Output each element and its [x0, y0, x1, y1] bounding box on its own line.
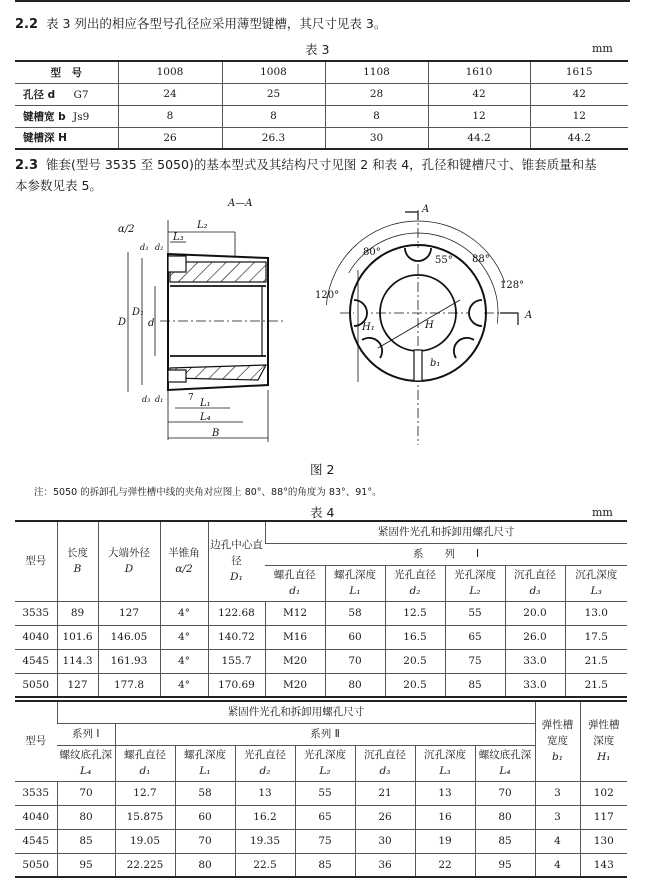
- cell: 21.5: [565, 649, 627, 673]
- cell: 85: [57, 829, 115, 853]
- col-name: 光孔直径: [394, 569, 436, 581]
- cell: 114.3: [57, 649, 98, 673]
- cell: 117: [580, 805, 627, 829]
- cell: 80: [325, 673, 385, 697]
- col-name: 沉孔直径: [514, 569, 556, 581]
- cell: 21: [355, 781, 415, 805]
- model-cell: 1008: [222, 61, 325, 83]
- col-half-angle: [160, 521, 208, 601]
- cell: 4545: [15, 829, 57, 853]
- row-label-text: 键槽宽 b: [23, 110, 66, 123]
- col-sym: b₁: [552, 751, 563, 764]
- sub-col: [235, 745, 295, 781]
- row-label-text: 孔径 d: [23, 88, 56, 101]
- cell: 20.5: [385, 673, 445, 697]
- col-name: 螺孔深度: [184, 749, 226, 761]
- cell: 4040: [15, 625, 57, 649]
- cell: 4°: [160, 601, 208, 625]
- table-4-part1: [15, 520, 627, 698]
- label-d: d: [148, 318, 155, 329]
- cell: 3535: [15, 781, 57, 805]
- label-128deg: 128°: [500, 280, 525, 291]
- cell: 155.7: [208, 649, 265, 673]
- table-3: [15, 60, 628, 150]
- col-sym: H₁: [597, 751, 611, 764]
- table4-title: 表 4: [310, 505, 335, 520]
- cell: 95: [57, 853, 115, 877]
- cell: 42: [428, 83, 530, 105]
- cell: 20.0: [505, 601, 565, 625]
- table-row: [15, 127, 628, 149]
- cell: 13.0: [565, 601, 627, 625]
- sub-col: [475, 745, 535, 781]
- col-name: 光孔直径: [244, 749, 286, 761]
- cell: 4: [535, 829, 580, 853]
- cell: 26: [118, 127, 222, 149]
- cell: 42: [530, 83, 628, 105]
- cell: 4: [535, 853, 580, 877]
- cell: 21.5: [565, 673, 627, 697]
- row-label: [15, 83, 118, 105]
- table-row: [15, 805, 627, 829]
- label-d2: d₂: [155, 243, 164, 252]
- col-sym: L₂: [469, 585, 481, 597]
- cell: 28: [325, 83, 428, 105]
- cell: 8: [325, 105, 428, 127]
- cell: 22.225: [115, 853, 175, 877]
- cell: 12.5: [385, 601, 445, 625]
- sub-col: [505, 565, 565, 601]
- cell: M20: [265, 673, 325, 697]
- series-label: 系 列 I: [265, 543, 627, 565]
- cell: 80: [175, 853, 235, 877]
- col-sym: L₁: [199, 765, 211, 777]
- cell: 3535: [15, 601, 57, 625]
- label-b1: b₁: [430, 358, 441, 369]
- cell: 70: [57, 781, 115, 805]
- col-name: 边孔中心直径: [210, 539, 263, 568]
- label-L3: L₃: [173, 232, 184, 243]
- group-title: 紧固件光孔和拆卸用螺孔尺寸: [57, 701, 535, 723]
- cell: 127: [98, 601, 160, 625]
- cell: 24: [118, 83, 222, 105]
- cell: 8: [118, 105, 222, 127]
- table-row: [15, 781, 627, 805]
- col-hole-center-dia: [208, 521, 265, 601]
- cell: 3: [535, 781, 580, 805]
- col-sym: L₃: [439, 765, 451, 777]
- sub-col: [355, 745, 415, 781]
- col-name: 宽度: [547, 735, 568, 748]
- cell: 55: [445, 601, 505, 625]
- top-rule: [15, 0, 630, 2]
- cell: 33.0: [505, 673, 565, 697]
- col-sym: d₂: [409, 585, 421, 597]
- cell: 70: [325, 649, 385, 673]
- section-2-3: [15, 155, 645, 176]
- cell: 146.05: [98, 625, 160, 649]
- cell: 140.72: [208, 625, 265, 649]
- cell: 8: [222, 105, 325, 127]
- cell: 65: [445, 625, 505, 649]
- section-view: [117, 198, 285, 442]
- model-cell: 1615: [530, 61, 628, 83]
- cell: 85: [295, 853, 355, 877]
- cell: 44.2: [530, 127, 628, 149]
- label-d3-bottom: d₃: [142, 395, 151, 404]
- cell: 89: [57, 601, 98, 625]
- label-A-top: A: [422, 204, 430, 215]
- cell: 85: [445, 673, 505, 697]
- label-seven: 7: [188, 393, 194, 403]
- header-row: [15, 701, 627, 723]
- section-text: 表 3 列出的相应各型号孔径应采用薄型键槽，其尺寸见表 3。: [46, 16, 387, 31]
- cell: 161.93: [98, 649, 160, 673]
- table-row: [15, 649, 627, 673]
- col-name: 光孔深度: [304, 749, 346, 761]
- col-name: 沉孔深度: [575, 569, 618, 581]
- col-name: 螺纹底孔深: [478, 749, 532, 761]
- table3-unit: mm: [592, 42, 613, 55]
- cell: 85: [475, 829, 535, 853]
- section-label: A—A: [228, 198, 253, 209]
- cell: 20.5: [385, 649, 445, 673]
- row-label-text: 键槽深 H: [23, 132, 67, 145]
- cell: 12: [530, 105, 628, 127]
- cell: 4°: [160, 625, 208, 649]
- table-row: [15, 625, 627, 649]
- col-name: 光孔深度: [454, 569, 496, 581]
- cell: 80: [57, 805, 115, 829]
- label-88deg: 88°: [472, 254, 490, 265]
- section-2-3-line2: 本参数见表 5。: [15, 178, 102, 193]
- cell: 13: [415, 781, 475, 805]
- label-d1: d₁: [155, 395, 164, 404]
- cell: 19: [415, 829, 475, 853]
- cell: 5050: [15, 673, 57, 697]
- cell: 4°: [160, 649, 208, 673]
- section-number: 2.3: [15, 158, 39, 173]
- col-sym: α/2: [175, 563, 193, 576]
- label-D: D: [118, 317, 127, 328]
- cell: 30: [325, 127, 428, 149]
- cell: 65: [295, 805, 355, 829]
- tolerance: Js9: [72, 110, 90, 123]
- cell: 4°: [160, 673, 208, 697]
- cell: M12: [265, 601, 325, 625]
- col-sym: d₂: [259, 765, 271, 777]
- sub-col: [175, 745, 235, 781]
- cell: 22: [415, 853, 475, 877]
- table-header-row: [15, 61, 628, 83]
- series-1-label: 系列 I: [57, 723, 115, 745]
- model-cell: 1008: [118, 61, 222, 83]
- col-sym: L₂: [319, 765, 331, 777]
- cell: 19.35: [235, 829, 295, 853]
- group-title: 紧固件光孔和拆卸用螺孔尺寸: [265, 521, 627, 543]
- cell: 5050: [15, 853, 57, 877]
- section-text-line1: 锥套(型号 3535 至 5050)的基本型式及其结构尺寸见图 2 和表 4，孔径和键槽尺寸、锥套质量和基: [46, 157, 597, 172]
- cell: 60: [325, 625, 385, 649]
- cell: 26.3: [222, 127, 325, 149]
- cell: 44.2: [428, 127, 530, 149]
- sub-col: [445, 565, 505, 601]
- col-name: 螺纹底孔深: [59, 749, 112, 761]
- header-cell: 型 号: [15, 61, 118, 83]
- series-2-label: 系列 Ⅱ: [115, 723, 535, 745]
- cell: 58: [325, 601, 385, 625]
- sub-col: [415, 745, 475, 781]
- table4-unit: mm: [592, 506, 613, 519]
- cell: 101.6: [57, 625, 98, 649]
- cell: 17.5: [565, 625, 627, 649]
- cell: 102: [580, 781, 627, 805]
- header-row: [15, 521, 627, 543]
- cell: 70: [175, 829, 235, 853]
- cell: 4040: [15, 805, 57, 829]
- sub-col: [265, 565, 325, 601]
- col-name: 弹性槽: [541, 719, 574, 732]
- sub-col: [57, 745, 115, 781]
- sub-col: [385, 565, 445, 601]
- col-sym: d₁: [289, 585, 301, 597]
- label-H: H: [425, 320, 434, 331]
- col-name: 沉孔直径: [364, 749, 406, 761]
- cell: 55: [295, 781, 355, 805]
- figure-note: 注：5050 的拆卸孔与弹性槽中线的夹角对应图上 80°、88°的角度为 83°、91°。: [34, 487, 382, 498]
- cell: 80: [475, 805, 535, 829]
- cell: 19.05: [115, 829, 175, 853]
- section-number: 2.2: [15, 17, 39, 32]
- col-name: 深度: [593, 735, 615, 748]
- col-outer-dia: [98, 521, 160, 601]
- cell: 36: [355, 853, 415, 877]
- col-slot-depth: [580, 701, 627, 781]
- cell: 58: [175, 781, 235, 805]
- col-name: 螺孔直径: [273, 569, 316, 581]
- table-4-part2: [15, 700, 627, 878]
- col-sym: L₃: [590, 585, 602, 597]
- cell: 60: [175, 805, 235, 829]
- cell: 26.0: [505, 625, 565, 649]
- model-cell: 1610: [428, 61, 530, 83]
- table-row: [15, 83, 628, 105]
- section-2-2: [15, 14, 386, 35]
- label-L1: L₁: [200, 398, 211, 409]
- col-model: 型号: [15, 701, 57, 781]
- tolerance: G7: [73, 88, 89, 101]
- cell: 13: [235, 781, 295, 805]
- label-80deg: 80°: [363, 247, 381, 258]
- figure-caption: 图 2: [310, 462, 335, 477]
- cell: 130: [580, 829, 627, 853]
- cell: 25: [222, 83, 325, 105]
- table3-title: 表 3: [305, 42, 330, 57]
- col-sym: D₁: [230, 571, 243, 584]
- col-name: 半锥角: [168, 547, 200, 560]
- cell: 15.875: [115, 805, 175, 829]
- label-B: B: [212, 428, 220, 439]
- label-d3: d₃: [140, 243, 149, 252]
- cell: 75: [445, 649, 505, 673]
- cell: 127: [57, 673, 98, 697]
- cell: 122.68: [208, 601, 265, 625]
- col-length: [57, 521, 98, 601]
- col-name: 螺孔直径: [124, 749, 166, 761]
- row-label: [15, 127, 118, 149]
- label-L4: L₄: [200, 412, 211, 423]
- figure-2: [100, 190, 570, 455]
- label-D1: D₁: [132, 307, 145, 318]
- row-label: [15, 105, 118, 127]
- cell: 170.69: [208, 673, 265, 697]
- cell: M16: [265, 625, 325, 649]
- cell: 4545: [15, 649, 57, 673]
- col-name: 弹性槽: [588, 719, 620, 732]
- table-row: [15, 673, 627, 697]
- cell: 12: [428, 105, 530, 127]
- label-120deg: 120°: [315, 290, 340, 301]
- col-sym: B: [73, 563, 82, 576]
- col-slot-width: [535, 701, 580, 781]
- cell: 70: [475, 781, 535, 805]
- cell: 30: [355, 829, 415, 853]
- label-55deg: 55°: [435, 255, 453, 266]
- end-view: [309, 204, 533, 445]
- table-row: [15, 829, 627, 853]
- cell: 16.2: [235, 805, 295, 829]
- col-sym: L₄: [80, 765, 92, 777]
- sub-col: [325, 565, 385, 601]
- cell: 16.5: [385, 625, 445, 649]
- col-sym: L₄: [499, 765, 511, 777]
- cell: 3: [535, 805, 580, 829]
- col-model: 型号: [15, 521, 57, 601]
- cell: 12.7: [115, 781, 175, 805]
- table-row: [15, 853, 627, 877]
- table-row: [15, 105, 628, 127]
- sub-col: [565, 565, 627, 601]
- model-cell: 1108: [325, 61, 428, 83]
- cell: 22.5: [235, 853, 295, 877]
- col-name: 螺孔深度: [334, 569, 376, 581]
- col-name: 大端外径: [108, 547, 150, 560]
- col-name: 沉孔深度: [424, 749, 466, 761]
- col-sym: d₁: [139, 765, 151, 777]
- sub-col: [115, 745, 175, 781]
- cell: M20: [265, 649, 325, 673]
- col-sym: d₃: [379, 765, 391, 777]
- label-alpha: α/2: [118, 224, 135, 235]
- col-sym: d₃: [529, 585, 541, 597]
- cell: 75: [295, 829, 355, 853]
- col-sym: D: [124, 563, 134, 576]
- sub-col: [295, 745, 355, 781]
- table-row: [15, 601, 627, 625]
- label-H1: H₁: [362, 322, 375, 333]
- cell: 26: [355, 805, 415, 829]
- label-L2: L₂: [197, 220, 208, 231]
- col-sym: L₁: [349, 585, 361, 597]
- label-A-right: A: [525, 310, 533, 321]
- cell: 177.8: [98, 673, 160, 697]
- cell: 33.0: [505, 649, 565, 673]
- cell: 95: [475, 853, 535, 877]
- cell: 16: [415, 805, 475, 829]
- cell: 143: [580, 853, 627, 877]
- col-name: 长度: [67, 547, 88, 560]
